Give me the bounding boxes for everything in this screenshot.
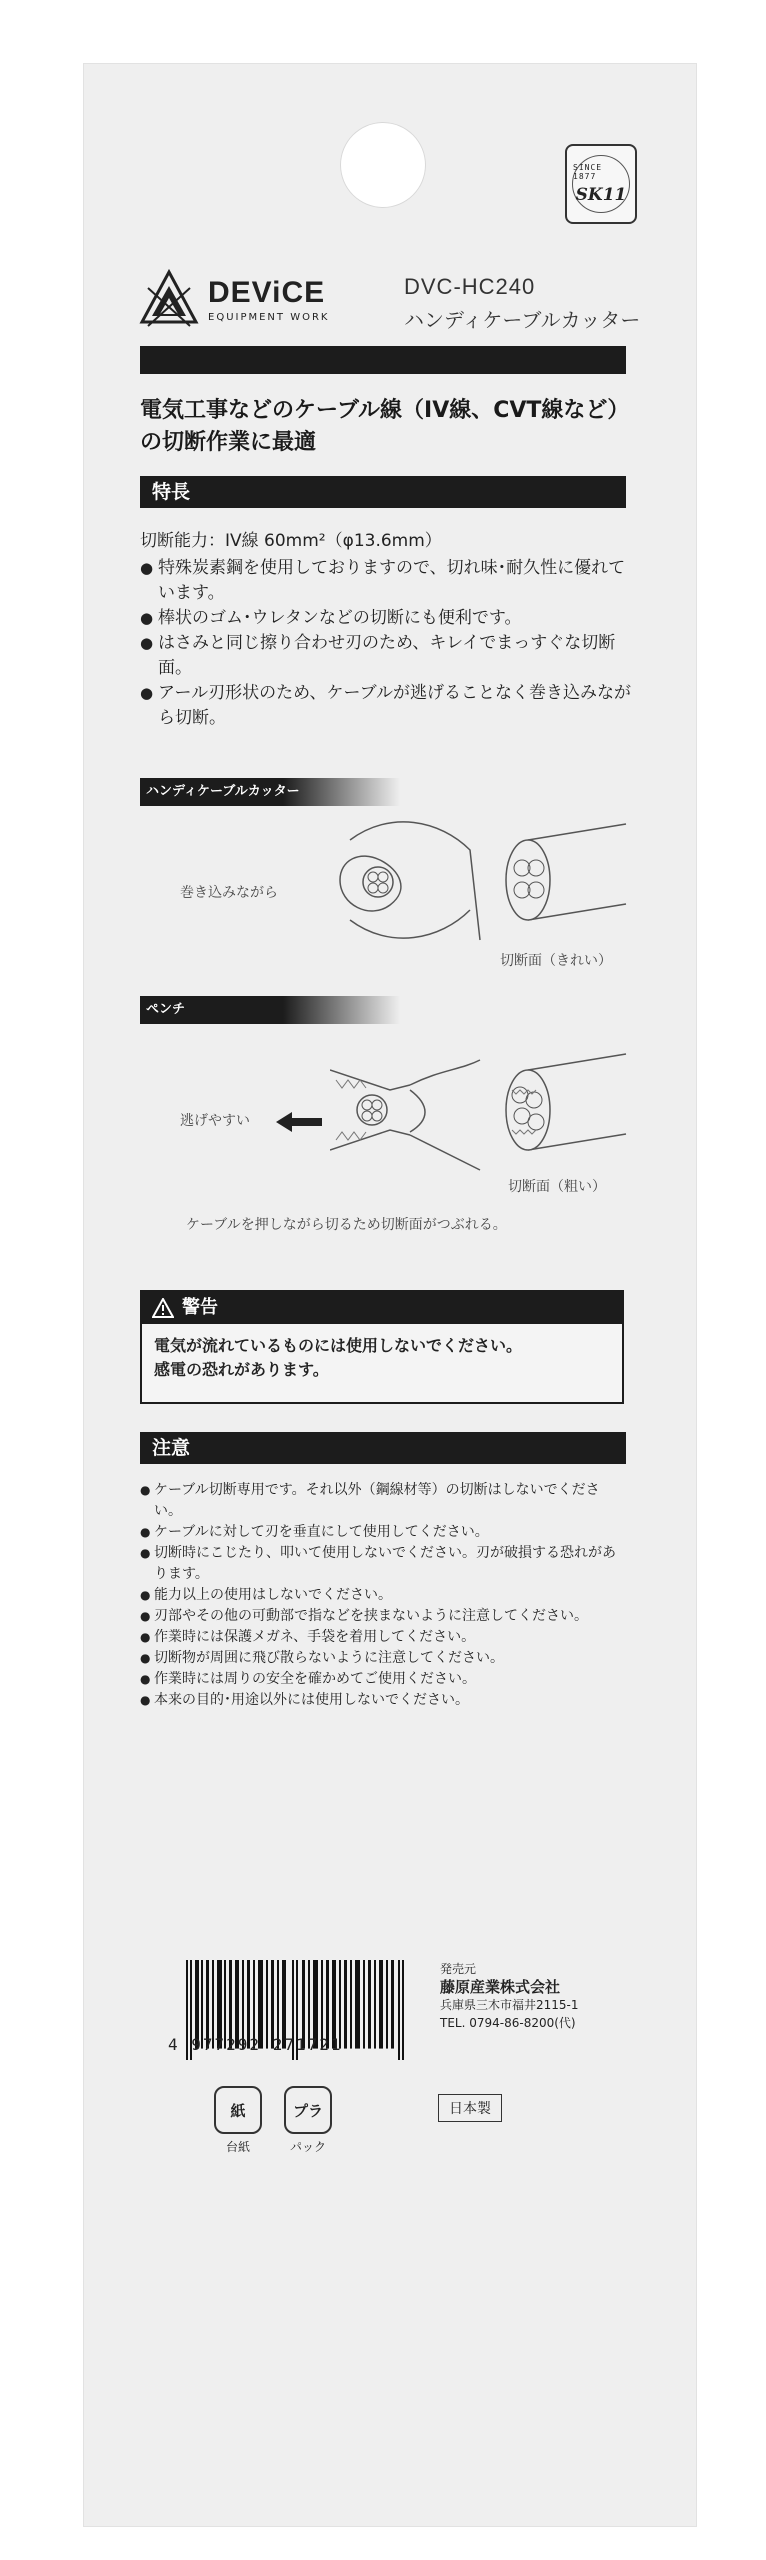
diagram-note: ケーブルを押しながら切るため切断面がつぶれる。	[186, 1217, 507, 1233]
recycle-paper-icon	[214, 2086, 262, 2134]
cutter-cross-section	[498, 820, 628, 940]
recycle-plastic-icon	[284, 2086, 332, 2134]
cutter-illustration	[330, 810, 490, 950]
list-item: ● 本来の目的･用途以外には使用しないでください。	[140, 1690, 626, 1711]
feature-list	[140, 556, 636, 731]
list-item: ● ケーブルに対して刃を垂直にして使用してください。	[140, 1522, 626, 1543]
list-item: ● 切断物が周囲に飛び散らないように注意してください。	[140, 1648, 626, 1669]
pliers-illustration	[330, 1050, 490, 1190]
list-item: ● ケーブル切断専用です。それ以外（鋼線材等）の切断はしないでください。	[140, 1480, 626, 1522]
top-black-bar	[140, 346, 626, 374]
recycle-plastic-label: パック	[289, 2140, 326, 2154]
model	[404, 274, 640, 333]
warning-triangle-icon	[152, 1298, 174, 1318]
cutter-label-text: ハンディケーブルカッター	[146, 784, 300, 799]
caution-heading: 注意	[140, 1432, 626, 1464]
list-item: ● 切断時にこじたり、叩いて使用しないでください。刃が破損する恐れがあります。	[140, 1543, 626, 1585]
sk11-seal	[572, 155, 630, 213]
list-item: ● 能力以上の使用はしないでください。	[140, 1585, 626, 1606]
list-item: ● 作業時には保護メガネ、手袋を着用してください。	[140, 1627, 626, 1648]
device-logo-icon	[138, 268, 200, 330]
sk11-since: SINCE 1877	[573, 163, 603, 181]
maker-company: 藤原産業株式会社	[440, 1978, 561, 1996]
spec-capacity: 切断能力：IV線 60mm²（φ13.6mm）	[140, 531, 442, 551]
brand	[138, 268, 329, 330]
maker-tel: TEL. 0794-86-8200(代)	[440, 2016, 576, 2030]
cutter-diagram-label	[140, 778, 400, 806]
cutter-result: 切断面（きれい）	[500, 953, 612, 969]
recycle-paper-symbol: 紙	[230, 2101, 246, 2120]
warning-heading	[142, 1292, 622, 1324]
list-item: ● 作業時には周りの安全を確かめてご使用ください。	[140, 1669, 626, 1690]
sk11-mark: SK11	[575, 185, 627, 205]
maker-label: 発売元	[440, 1962, 477, 1976]
pliers-diagram-label	[140, 996, 400, 1024]
cutter-caption: 巻き込みながら	[180, 885, 278, 901]
brand-sub: EQUIPMENT WORK	[208, 311, 330, 323]
pliers-result: 切断面（粗い）	[508, 1179, 606, 1195]
pliers-cross-section	[498, 1050, 628, 1170]
sk11-badge	[565, 144, 637, 224]
hang-hole	[340, 122, 426, 208]
recycle-paper-label: 台紙	[225, 2140, 250, 2154]
headline: 電気工事などのケーブル線（IV線、CVT線など）の切断作業に最適	[140, 398, 630, 455]
features-heading: 特長	[140, 476, 626, 508]
pliers-label-text: ペンチ	[146, 1002, 186, 1017]
country-of-origin: 日本製	[438, 2094, 502, 2122]
list-item: ● 棒状のゴム･ウレタンなどの切断にも便利です。	[140, 606, 636, 631]
barcode-number: 4 977292 271721	[168, 2035, 343, 2054]
list-item: ● 特殊炭素鋼を使用しておりますので、切れ味･耐久性に優れています。	[140, 556, 636, 606]
recycle-paper	[208, 2086, 268, 2155]
brand-name: DEViCE	[208, 275, 326, 309]
model-code: DVC-HC240	[404, 274, 536, 299]
list-item: ● 刃部やその他の可動部で指などを挟まないように注意してください。	[140, 1606, 626, 1627]
pliers-caption: 逃げやすい	[180, 1113, 250, 1129]
warning-text-1: 電気が流れているものには使用しないでください。	[154, 1336, 523, 1355]
warning-text-2: 感電の恐れがあります。	[154, 1360, 329, 1379]
model-name: ハンディケーブルカッター	[404, 308, 641, 332]
list-item: ● はさみと同じ擦り合わせ刃のため、キレイでまっすぐな切断面。	[140, 631, 636, 681]
warning-heading-text: 警告	[182, 1297, 218, 1318]
warning-box	[140, 1290, 624, 1404]
list-item: ● アール刃形状のため、ケーブルが逃げることなく巻き込みながら切断。	[140, 681, 636, 731]
recycle-plastic	[278, 2086, 338, 2155]
recycle-plastic-symbol: プラ	[292, 2101, 323, 2120]
arrow-left-icon	[276, 1112, 322, 1132]
caution-list	[140, 1480, 626, 1711]
maker-address: 兵庫県三木市福井2115-1	[440, 1998, 579, 2012]
maker-info	[440, 1960, 579, 2032]
